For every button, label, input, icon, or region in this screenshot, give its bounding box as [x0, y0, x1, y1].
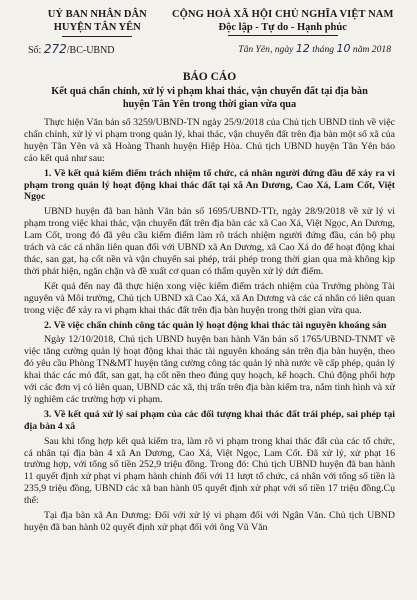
- motto-underline: [228, 35, 338, 36]
- section-1-heading: 1. Về kết quả kiểm điểm trách nhiệm tổ chức, cá nhân người đứng đầu để xảy ra vi phạm trong quản lý hoạt động khai thác đất tại xã An Dương, Cao Xá, Lam Cốt, Việt Ngọc: [24, 167, 395, 203]
- nation-title: CỘNG HOÀ XÃ HỘI CHỦ NGHĨA VIỆT NAM: [171, 9, 394, 20]
- section-1-paragraph-1: UBND huyện đã ban hành Văn bản số 1695/UBND-TTr, ngày 28/9/2018 về xử lý vi phạm trong việc khai thác, vận chuyển đất trên địa bàn các xã Cao Xá, Việt Ngọc, An Dương, Lam Cốt, trong đó đã yêu cầu kiểm điểm làm rõ trách nhiệm người đứng đầu, cán bộ phụ trách và các cá nhân liên quan đối với UBND xã An Dương, xã Cao Xá do để hoạt động khai thác, san gạt, hạ cốt nền và vận chuyển sai phép, trái phép trong thời gian qua mà không kịp thời phát hiện, ngăn chặn và đề xuất cơ quan có thẩm quyền xử lý dứt điểm.: [24, 206, 395, 277]
- national-motto: Độc lập - Tự do - Hạnh phúc: [218, 22, 347, 33]
- document-date: [170, 42, 395, 56]
- agency-line-2: HUYỆN TÂN YÊN: [53, 22, 141, 33]
- doc-no-prefix: Số:: [28, 45, 42, 56]
- date-day-handwritten: 12: [295, 42, 310, 55]
- agency-underline: [62, 36, 132, 37]
- issuing-agency-block: [24, 8, 170, 57]
- section-2-paragraph-1: Ngày 12/10/2018, Chủ tịch UBND huyện ban hành Văn bản số 1765/UBND-TNMT về việc tăng cường quản lý hoạt động khai thác tài nguyên khoáng sản trên địa bàn huyện, theo đó yêu cầu Phòng TN&MT huyện tăng cường công tác quản lý nhà nước về cấp phép, quản lý khai thác các mỏ đất, san gạt, hạ cốt nền theo đúng quy hoạch, kế hoạch. Chủ động phối hợp với các đơn vị có liên quan, UBND các xã, thị trấn trên địa bàn kiểm tra, nắm tình hình và xử lý nghiêm các trường hợp vi phạm.: [24, 334, 395, 405]
- doc-no-suffix: /BC-UBND: [66, 45, 115, 56]
- national-header-block: [170, 8, 395, 57]
- section-3-paragraph-2: Tại địa bàn xã An Dương: Đối với xử lý vi phạm đối với Ngân Văn. Chủ tịch UBND huyện đã ban hành 02 quyết định xử phạt đối với ông Vũ Văn: [24, 510, 395, 533]
- section-3-heading: 3. Về kết quả xử lý sai phạm của các đối tượng khai thác đất trái phép, sai phép tại địa bàn 4 xã: [24, 408, 395, 432]
- document-subject: Kết quả chấn chỉnh, xử lý vi phạm khai thác, vận chuyển đất tại địa bàn huyện Tân Yên trong thời gian vừa qua: [51, 86, 368, 110]
- document-number: [24, 43, 170, 57]
- date-month-handwritten: 10: [336, 42, 351, 55]
- intro-paragraph: Thực hiện Văn bản số 3259/UBND-TN ngày 25/9/2018 của Chủ tịch UBND tỉnh về việc chấn chỉnh, xử lý vi phạm trong quản lý, khai thác, vận chuyển đất trên địa bàn một số xã của huyện Tân Yên và xã Hoàng Thanh huyện Hiệp Hòa. Chủ tịch UBND huyện Tân Yên báo cáo kết quả như sau:: [24, 117, 395, 164]
- agency-line-1: UỶ BAN NHÂN DÂN: [47, 9, 147, 20]
- date-year-label: năm 2018: [352, 44, 391, 55]
- document-title: BÁO CÁO: [182, 71, 237, 83]
- doc-no-handwritten: 272: [43, 42, 67, 56]
- section-3-paragraph-1: Sau khi tổng hợp kết quả kiểm tra, làm rõ vi phạm trong khai thác đất của các tổ chức, cá nhân tại địa bàn 4 xã An Dương, Cao Xá, Việt Ngọc, Lam Cốt. Đã xử lý, xử phạt 16 trường hợp, với tổng số tiền 252,9 triệu đồng. Trong đó: Chủ tịch UBND huyện đã ban hành 11 quyết định xử phạt vi phạm hành chính đối với 11 lượt tổ chức, cá nhân với tổng số tiền là 235,9 triệu đồng, UBND các xã ban hành 05 quyết định xử phạt với số tiền 17 triệu đồng.Cụ thể:: [24, 435, 395, 507]
- date-prefix: Tân Yên, ngày: [238, 44, 294, 55]
- date-month-label: tháng: [312, 44, 335, 55]
- document-header: [24, 8, 395, 57]
- section-2-heading: 2. Về việc chấn chỉnh công tác quản lý hoạt động khai thác tài nguyên khoáng sản: [44, 319, 387, 331]
- section-1-paragraph-2: Kết quả đến nay đã thực hiện xong việc kiểm điểm trách nhiệm của Trưởng phòng Tài nguyên và Môi trường, Chủ tịch UBND xã Cao Xá, xã An Dương và các cá nhân có liên quan trong việc để xảy ra vi phạm khai thác đất trên địa bàn huyện trong thời gian vừa qua.: [24, 280, 395, 316]
